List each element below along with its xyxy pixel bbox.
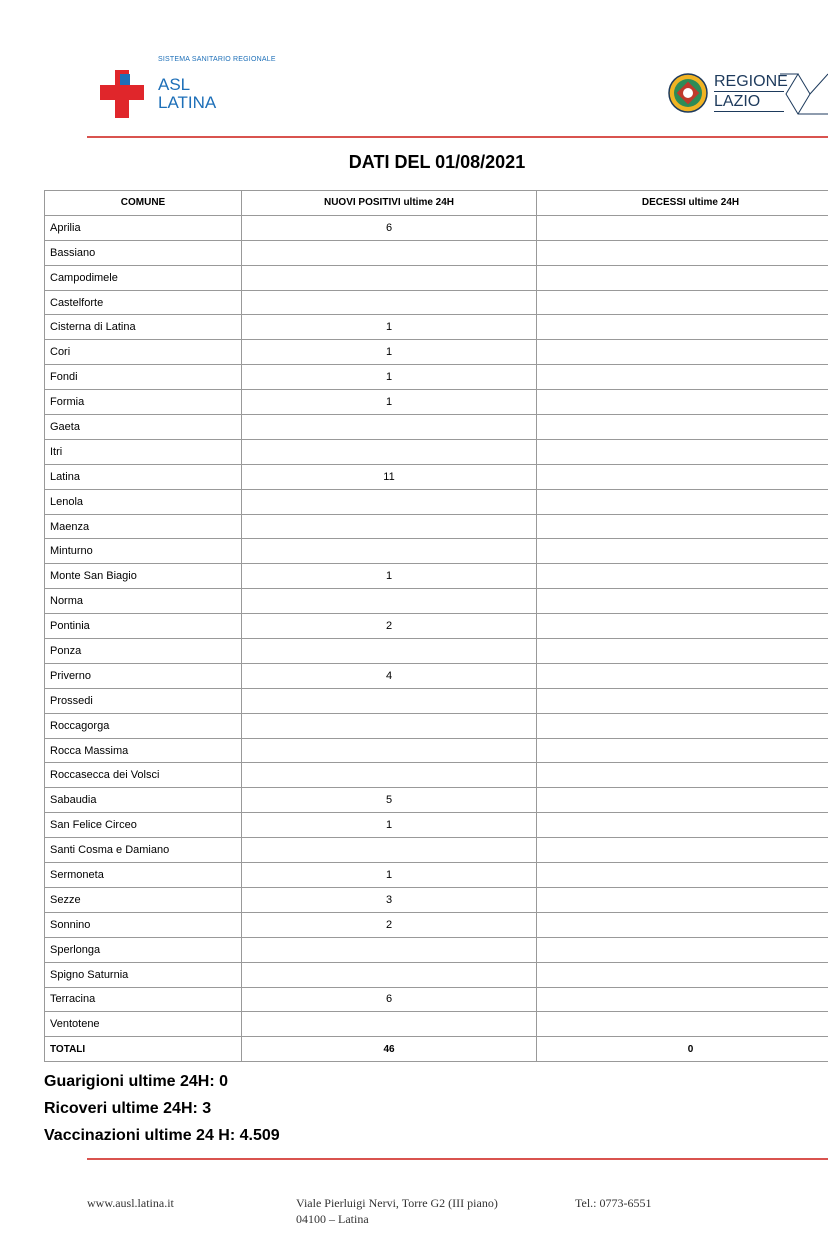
header-divider: [87, 136, 828, 138]
cell-decessi: [537, 738, 828, 763]
footer-website[interactable]: www.ausl.latina.it: [87, 1196, 174, 1210]
footer-address: [296, 1195, 498, 1227]
cell-comune: Rocca Massima: [45, 738, 242, 763]
cell-positivi: [242, 589, 537, 614]
cell-comune: Prossedi: [45, 688, 242, 713]
table-row: [45, 937, 828, 962]
cell-decessi: [537, 788, 828, 813]
lazio-arrow-lines-icon: [780, 72, 828, 116]
header-comune: COMUNE: [45, 191, 242, 216]
cell-positivi: [242, 962, 537, 987]
cell-comune: Pontinia: [45, 614, 242, 639]
cell-comune: Sabaudia: [45, 788, 242, 813]
cell-comune: Fondi: [45, 365, 242, 390]
cell-positivi: 1: [242, 315, 537, 340]
cell-positivi: 1: [242, 340, 537, 365]
cell-positivi: 4: [242, 663, 537, 688]
table-row: [45, 464, 828, 489]
cell-decessi: [537, 813, 828, 838]
cell-positivi: 6: [242, 987, 537, 1012]
cell-positivi: 11: [242, 464, 537, 489]
cell-decessi: [537, 937, 828, 962]
cell-positivi: [242, 265, 537, 290]
page-title: DATI DEL 01/08/2021: [348, 152, 526, 172]
table-row: [45, 514, 828, 539]
cell-positivi: [242, 937, 537, 962]
cell-comune: Lenola: [45, 489, 242, 514]
cell-comune: Sezze: [45, 887, 242, 912]
table-row: [45, 614, 828, 639]
table-row: [45, 1012, 828, 1037]
address-line2: 04100 – Latina: [296, 1212, 369, 1226]
cell-decessi: [537, 315, 828, 340]
cell-decessi: [537, 838, 828, 863]
cell-comune: Monte San Biagio: [45, 564, 242, 589]
table-row: [45, 415, 828, 440]
cell-comune: Campodimele: [45, 265, 242, 290]
cell-decessi: [537, 539, 828, 564]
table-row: [45, 365, 828, 390]
cell-positivi: 2: [242, 614, 537, 639]
table-row: [45, 688, 828, 713]
cell-decessi: [537, 713, 828, 738]
cell-positivi: [242, 639, 537, 664]
cell-comune: Aprilia: [45, 215, 242, 240]
cell-positivi: [242, 1012, 537, 1037]
table-row: [45, 290, 828, 315]
cell-comune: Castelforte: [45, 290, 242, 315]
cell-positivi: [242, 290, 537, 315]
cell-decessi: [537, 1012, 828, 1037]
cell-comune: Minturno: [45, 539, 242, 564]
cell-decessi: [537, 240, 828, 265]
footer-divider: [87, 1158, 828, 1160]
cell-decessi: [537, 365, 828, 390]
cell-positivi: [242, 514, 537, 539]
header-decessi: DECESSI ultime 24H: [537, 191, 828, 216]
table-row: [45, 987, 828, 1012]
table-row: [45, 390, 828, 415]
cell-positivi: 1: [242, 863, 537, 888]
cell-comune: Terracina: [45, 987, 242, 1012]
table-row: [45, 738, 828, 763]
cell-decessi: [537, 887, 828, 912]
cell-positivi: 1: [242, 813, 537, 838]
table-header-row: [45, 191, 828, 216]
cell-comune: San Felice Circeo: [45, 813, 242, 838]
cell-comune: Cisterna di Latina: [45, 315, 242, 340]
cell-positivi: [242, 763, 537, 788]
asl-latina-logo: [100, 54, 320, 124]
table-row: [45, 539, 828, 564]
cell-decessi: [537, 489, 828, 514]
table-total-row: [45, 1037, 828, 1062]
cell-comune: Gaeta: [45, 415, 242, 440]
cell-positivi: [242, 688, 537, 713]
table-row: [45, 763, 828, 788]
table-row: [45, 589, 828, 614]
cell-decessi: [537, 464, 828, 489]
summary-block: [44, 1068, 280, 1149]
cell-comune: Ventotene: [45, 1012, 242, 1037]
cell-decessi: [537, 439, 828, 464]
cell-positivi: [242, 240, 537, 265]
cell-comune: Ponza: [45, 639, 242, 664]
cell-comune: Sermoneta: [45, 863, 242, 888]
cell-decessi: [537, 763, 828, 788]
lazio-text: [714, 72, 788, 112]
cell-decessi: [537, 962, 828, 987]
cell-positivi: [242, 489, 537, 514]
cell-comune: Bassiano: [45, 240, 242, 265]
cell-decessi: [537, 663, 828, 688]
cell-positivi: [242, 713, 537, 738]
table-row: [45, 240, 828, 265]
cell-decessi: [537, 564, 828, 589]
asl-subtitle: SISTEMA SANITARIO REGIONALE: [158, 56, 276, 63]
cell-positivi: [242, 439, 537, 464]
cell-comune: Sperlonga: [45, 937, 242, 962]
cell-comune: Itri: [45, 439, 242, 464]
header-positivi: NUOVI POSITIVI ultime 24H: [242, 191, 537, 216]
table-row: [45, 912, 828, 937]
table-row: [45, 315, 828, 340]
table-row: [45, 265, 828, 290]
region-line1: REGIONE: [714, 73, 788, 90]
covid-data-table: [44, 190, 828, 1062]
cell-decessi: [537, 514, 828, 539]
cell-comune: Roccagorga: [45, 713, 242, 738]
table-row: [45, 713, 828, 738]
footer-phone: Tel.: 0773-6551: [575, 1196, 652, 1210]
cell-comune: Priverno: [45, 663, 242, 688]
asl-name: [158, 76, 216, 112]
cell-comune: Sonnino: [45, 912, 242, 937]
cell-positivi: 2: [242, 912, 537, 937]
cell-positivi: 1: [242, 365, 537, 390]
lazio-emblem-icon: [668, 70, 708, 116]
cell-positivi: 6: [242, 215, 537, 240]
cell-comune: Norma: [45, 589, 242, 614]
cell-positivi: 1: [242, 390, 537, 415]
table-row: [45, 340, 828, 365]
total-positivi: 46: [242, 1037, 537, 1062]
cell-comune: Spigno Saturnia: [45, 962, 242, 987]
cell-decessi: [537, 614, 828, 639]
guarigioni-text: Guarigioni ultime 24H: 0: [44, 1073, 229, 1090]
cell-comune: Maenza: [45, 514, 242, 539]
vaccinazioni-text: Vaccinazioni ultime 24 H: 4.509: [44, 1127, 280, 1144]
table-row: [45, 887, 828, 912]
cell-decessi: [537, 688, 828, 713]
cell-decessi: [537, 987, 828, 1012]
red-cross-icon: [100, 70, 144, 118]
asl-line1: ASL: [158, 75, 191, 94]
cell-decessi: [537, 863, 828, 888]
table-row: [45, 788, 828, 813]
cell-decessi: [537, 912, 828, 937]
cell-comune: Formia: [45, 390, 242, 415]
cell-comune: Latina: [45, 464, 242, 489]
cell-decessi: [537, 589, 828, 614]
table-row: [45, 489, 828, 514]
table-row: [45, 215, 828, 240]
table-row: [45, 439, 828, 464]
cell-positivi: 1: [242, 564, 537, 589]
cell-positivi: [242, 838, 537, 863]
table-row: [45, 962, 828, 987]
region-line2: LAZIO: [714, 92, 784, 112]
cell-positivi: [242, 415, 537, 440]
cell-decessi: [537, 265, 828, 290]
cell-decessi: [537, 390, 828, 415]
cell-positivi: [242, 738, 537, 763]
ricoveri-text: Ricoveri ultime 24H: 3: [44, 1100, 212, 1117]
table-row: [45, 564, 828, 589]
table-row: [45, 863, 828, 888]
table-row: [45, 639, 828, 664]
cell-positivi: 3: [242, 887, 537, 912]
cell-decessi: [537, 340, 828, 365]
asl-line2: LATINA: [158, 93, 217, 112]
table-row: [45, 838, 828, 863]
address-line1: Viale Pierluigi Nervi, Torre G2 (III piano): [296, 1196, 498, 1210]
cell-positivi: [242, 539, 537, 564]
cell-decessi: [537, 415, 828, 440]
cell-decessi: [537, 215, 828, 240]
cell-comune: Roccasecca dei Volsci: [45, 763, 242, 788]
table-row: [45, 663, 828, 688]
table-row: [45, 813, 828, 838]
cell-comune: Santi Cosma e Damiano: [45, 838, 242, 863]
regione-lazio-logo: [668, 68, 828, 118]
cell-decessi: [537, 290, 828, 315]
cell-comune: Cori: [45, 340, 242, 365]
total-decessi: 0: [537, 1037, 828, 1062]
total-label: TOTALI: [45, 1037, 242, 1062]
cell-positivi: 5: [242, 788, 537, 813]
cell-decessi: [537, 639, 828, 664]
